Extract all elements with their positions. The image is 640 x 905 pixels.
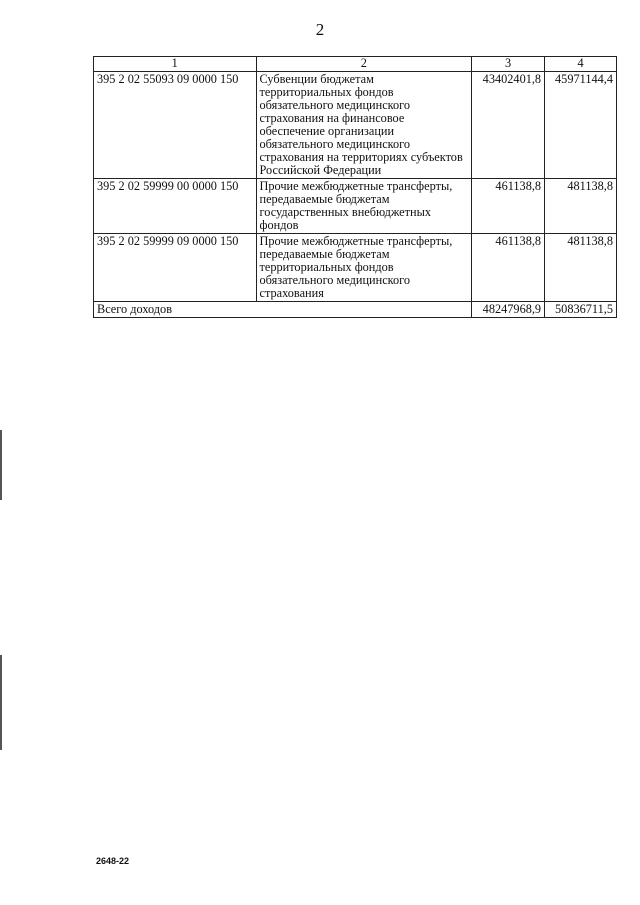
scan-edge-mark	[0, 430, 2, 500]
amount-col4: 481138,8	[545, 234, 617, 302]
column-header-4: 4	[545, 57, 617, 72]
income-name: Прочие межбюджетные трансферты, передаваемые бюджетам государственных внебюджетных фондов	[256, 179, 472, 234]
income-name: Субвенции бюджетам территориальных фондов обязательного медицинского страхования на финансовое обеспечение организации обязательного медицинского страхования на территориях субъектов Российской Федерации	[256, 72, 472, 179]
amount-col3: 461138,8	[472, 179, 545, 234]
total-col4: 50836711,5	[545, 302, 617, 318]
table-header-row	[94, 57, 617, 72]
amount-col3: 43402401,8	[472, 72, 545, 179]
column-header-2: 2	[256, 57, 472, 72]
budget-code: 395 2 02 59999 09 0000 150	[94, 234, 257, 302]
table-row	[94, 179, 617, 234]
income-name: Прочие межбюджетные трансферты, передаваемые бюджетам территориальных фондов обязательного медицинского страхования	[256, 234, 472, 302]
document-id: 2648-22	[96, 856, 130, 866]
table-row	[94, 72, 617, 179]
amount-col4: 481138,8	[545, 179, 617, 234]
scan-edge-mark	[0, 655, 2, 750]
total-col3: 48247968,9	[472, 302, 545, 318]
total-row	[94, 302, 617, 318]
budget-code: 395 2 02 55093 09 0000 150	[94, 72, 257, 179]
budget-code: 395 2 02 59999 00 0000 150	[94, 179, 257, 234]
page-number: 2	[315, 20, 325, 39]
amount-col3: 461138,8	[472, 234, 545, 302]
amount-col4: 45971144,4	[545, 72, 617, 179]
column-header-1: 1	[94, 57, 257, 72]
income-table	[93, 56, 617, 318]
total-label: Всего доходов	[94, 302, 472, 318]
table-row	[94, 234, 617, 302]
column-header-3: 3	[472, 57, 545, 72]
